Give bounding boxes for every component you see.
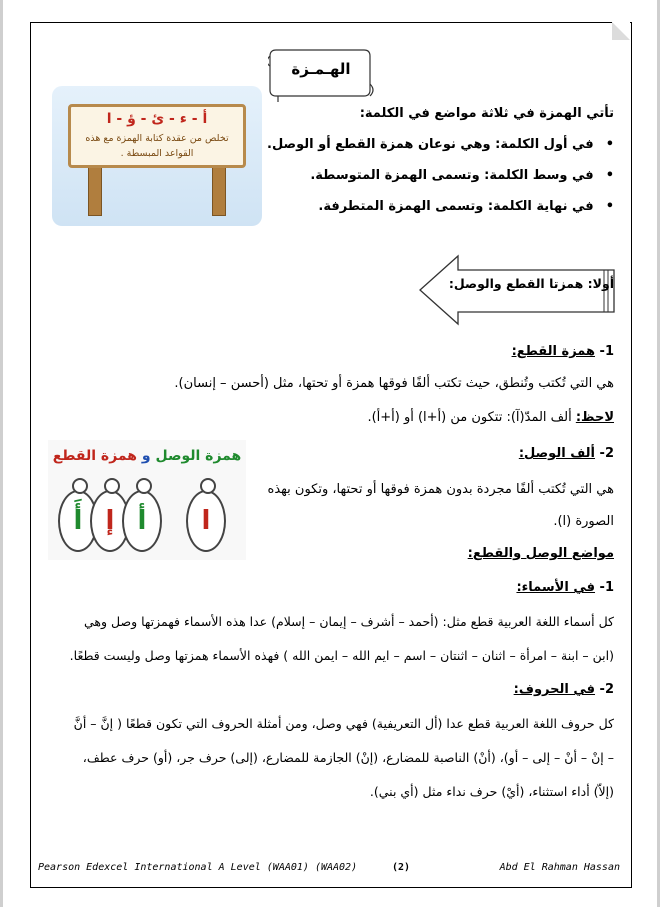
letters-heading: في الحروف:	[513, 682, 596, 697]
ornament-alef-hamza: أ	[122, 490, 162, 552]
ornament-alef-hamza-below: إ	[90, 490, 130, 552]
footer-course: Pearson Edexcel International A Level (WAA01) (WAA02)	[38, 862, 358, 873]
list-item: • في وسط الكلمة: وتسمى الهمزة المتوسطة.	[267, 165, 614, 196]
names-heading-line	[516, 580, 614, 595]
sign-post-right	[212, 166, 226, 216]
sign-caption-line2: القواعد المبسطة .	[120, 148, 194, 159]
page-corner-fold	[612, 22, 630, 40]
names-heading: في الأسماء:	[516, 580, 596, 595]
names-line1: كل أسماء اللغة العربية قطع مثل: (أحمد – أشرف – إيمان – إسلام) عدا هذه الأسماء فهمزتها وصل وهي	[84, 614, 614, 629]
names-number: 1-	[599, 580, 614, 595]
note-text: ألف المدّ(آ): تتكون من (أ+ا) أو (أ+أ).	[367, 410, 576, 425]
wasl-number: 2-	[599, 446, 614, 461]
wasl-heading: ألف الوصل:	[518, 446, 596, 461]
section-heading-qat-wasl: أولا: همزتا القطع والوصل:	[448, 276, 614, 291]
qat-heading: همزة القطع:	[511, 344, 596, 359]
footer-page-number: (2)	[392, 862, 411, 873]
positions-heading: مواضع الوصل والقطع:	[467, 546, 614, 561]
list-item: • في أول الكلمة: وهي نوعان همزة القطع أو الوصل.	[267, 134, 614, 165]
letters-heading-line	[514, 682, 614, 697]
wasl-title-part1: همزة الوصل	[155, 448, 242, 464]
list-item: • في نهاية الكلمة: وتسمى الهمزة المتطرفة.	[267, 196, 614, 227]
wasl-definition-line1: هي التي تُكتب ألفًا مجردة بدون همزة فوقها أو تحتها، وتكون بهذه	[267, 482, 614, 497]
names-line2: (ابن – ابنة – امرأة – اثنان – اثنتان – اسم – ايم الله – ايمن الله ) فهذه الأسماء همزتها وصل وليست قطعًا.	[69, 648, 614, 663]
letters-line3: (إلاّ) أداء استثناء، (أيْ) حرف نداء مثل (أي بني).	[369, 784, 614, 799]
note-label: لاحظ:	[575, 410, 614, 425]
intro-text: تأتي الهمزة في ثلاثة مواضع في الكلمة:	[359, 106, 614, 121]
left-margin-rule	[0, 0, 3, 907]
footer-author: Abd El Rahman Hassan	[499, 862, 620, 873]
sign-caption-line1: تخلص من عقدة كتابة الهمزة مع هذه	[85, 133, 229, 144]
letters-line1: كل حروف اللغة العربية قطع عدا (أل التعريفية) فهي وصل، ومن أمثلة الحروف التي تكون قطعًا ( إنَّ – أنَّ	[73, 716, 614, 731]
qat-definition: هي التي تُكتب وتُنطق، حيث تكتب ألفًا فوقها همزة أو تحتها، مثل (أحسن – إنسان).	[174, 376, 614, 391]
wasl-definition-line2: الصورة (ا).	[553, 514, 614, 529]
sign-board	[68, 104, 246, 168]
ornament-alef-hamza-above: أَ	[58, 490, 98, 552]
wasl-heading-line	[519, 446, 614, 461]
qat-number: 1-	[599, 344, 614, 359]
qat-note	[367, 410, 614, 425]
letters-line2: – إنْ – أنْ – إلى – أو)، (أنْ) الناصبة للمضارع، (إنْ) الجازمة للمضارع، (إلى) حرف جر، (أو) حرف عطف،	[82, 750, 614, 765]
wasl-title-and: و	[141, 448, 151, 464]
letters-number: 2-	[599, 682, 614, 697]
signboard-illustration	[52, 86, 262, 226]
sign-post-left	[88, 166, 102, 216]
sign-caption	[75, 131, 239, 161]
page-title: الهـمـزة	[291, 60, 351, 78]
qat-heading-line	[512, 344, 614, 359]
sign-letters: أ - ء - ئ - ؤ - ا	[106, 111, 208, 127]
wasl-title-part2: همزة القطع	[52, 448, 137, 464]
ornament-bare-alef: ا	[186, 490, 226, 552]
positions-list	[267, 134, 614, 227]
wasl-card-title	[48, 448, 246, 464]
